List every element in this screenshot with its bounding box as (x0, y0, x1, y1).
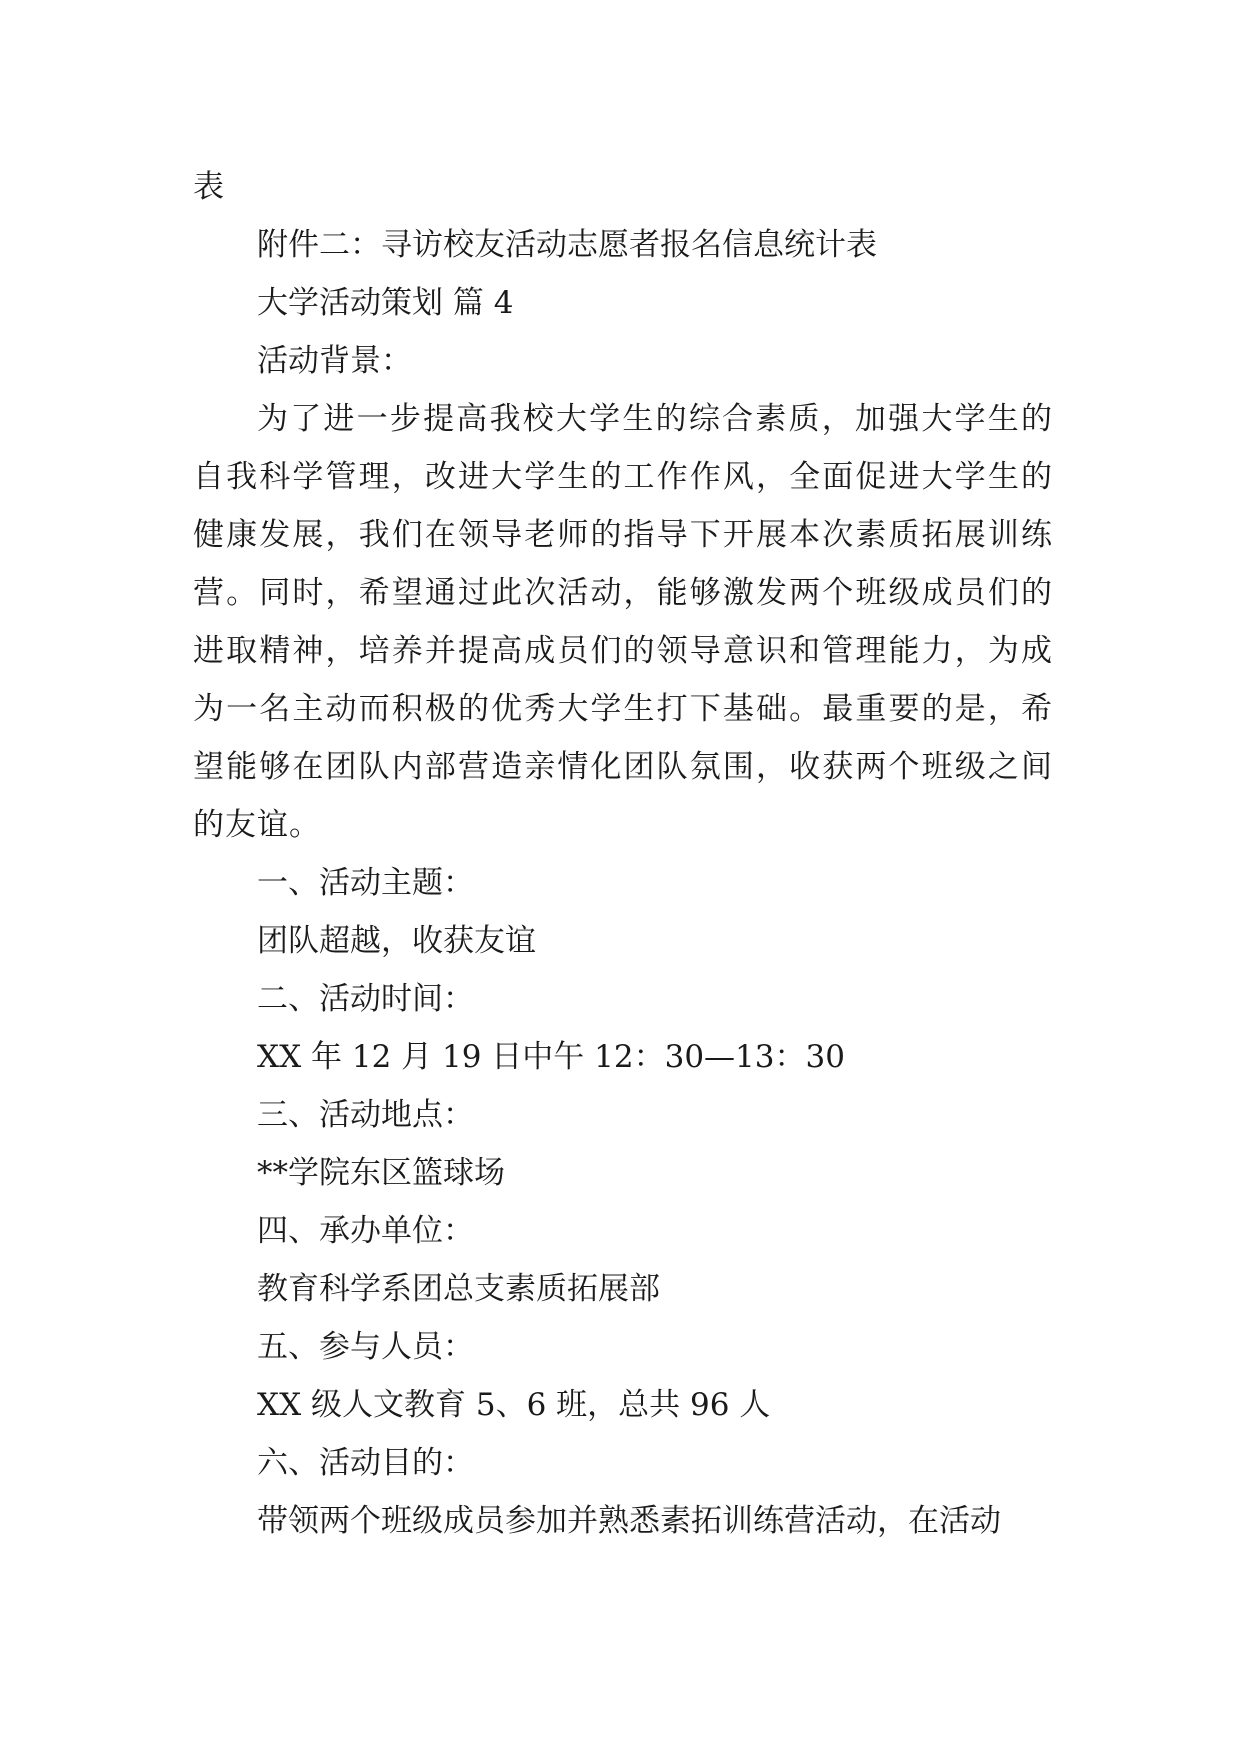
purpose-value: 带领两个班级成员参加并熟悉素拓训练营活动，在活动 (257, 1503, 1001, 1539)
background-paragraph: 为了进一步提高我校大学生的综合素质，加强大学生的自我科学管理，改进大学生的工作作风，全面促进大学生的健康发展，我们在领导老师的指导下开展本次素质拓展训练营。同时，希望通过此次活动，能够激发两个班级成员们的进取精神，培养并提高成员们的领导意识和管理能力，为成为一名主动而积极的优秀大学生打下基础。最重要的是，希望能够在团队内部营造亲情化团队氛围，收获两个班级之间的友谊。 (193, 401, 1053, 843)
attachment-title: 附件二：寻访校友活动志愿者报名信息统计表 (257, 227, 877, 263)
theme-heading: 一、活动主题： (257, 865, 474, 901)
organizer-value: 教育科学系团总支素质拓展部 (257, 1271, 660, 1307)
location-value: **学院东区篮球场 (257, 1155, 505, 1191)
section-title: 大学活动策划 篇 4 (257, 285, 514, 321)
theme-value: 团队超越，收获友谊 (257, 923, 536, 959)
participants-value: XX 级人文教育 5、6 班，总共 96 人 (257, 1387, 771, 1423)
organizer-heading: 四、承办单位： (257, 1213, 474, 1249)
time-heading: 二、活动时间： (257, 981, 474, 1017)
location-heading: 三、活动地点： (257, 1097, 474, 1133)
background-heading: 活动背景： (257, 343, 412, 379)
time-value: XX 年 12 月 19 日中午 12：30—13：30 (257, 1039, 845, 1075)
purpose-heading: 六、活动目的： (257, 1445, 474, 1481)
document-body (193, 158, 1053, 1550)
participants-heading: 五、参与人员： (257, 1329, 474, 1365)
continued-line: 表 (193, 169, 224, 205)
